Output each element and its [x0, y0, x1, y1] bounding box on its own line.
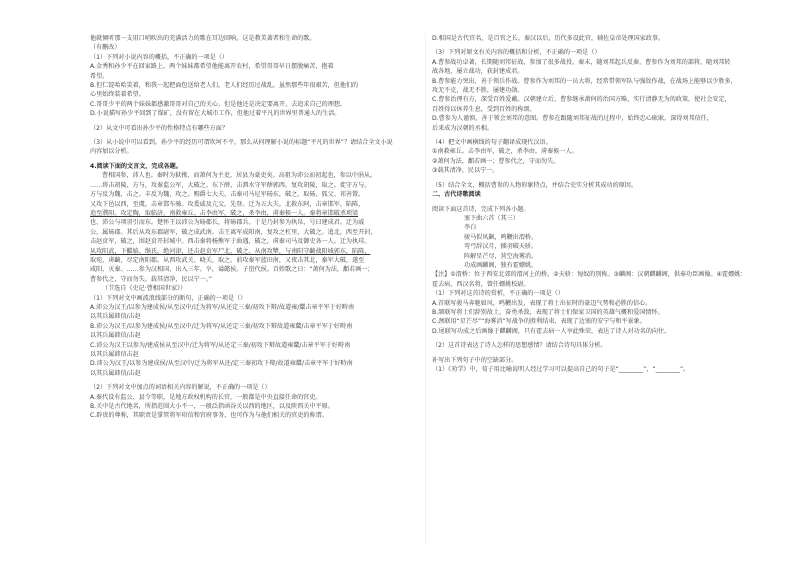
option: C.颈联用“星芒尽”“海雾消”写战争的胜利结束，表现了边塞的安宁与和平景象。 [432, 318, 646, 326]
option: C.曹参治理有方，深受百姓爱戴。汉朝建立后，曹参继承萧何的治国方略，实行清静无为的政策，使社会安定， [432, 96, 731, 104]
passage-line-underlined: 追至濮阳。攻定陶，取临济。南救雍丘。击李由军，破之，杀李由，虏秦候一人。秦将章邯破杀项梁 [90, 209, 359, 217]
question: （1）下列对小说内容的概括，不正确的一项是（） [90, 53, 228, 61]
question: （3）从小说中可以看到，孙少平的经历可谓坎坷不平，那么从何理解小说的标题“平凡的世界”？请结合全文小说 [90, 139, 393, 147]
option: B.曹参能力突出，善于领兵作战。曹参作为刘邦的一员大将，经常带领军队与强敌作战，在战场上能够以少胜多， [432, 77, 737, 85]
passage-line: 又攻下邑以西，至虞，击章邯车骑。攻爰戚及亢父，先登。迁为五大夫。北救东阿，击章邯军，陷陈， [90, 200, 365, 208]
option: B.但仁锭哈哈笑着，和我一起把面包送给老人们，老人们经历过战乱，虽然那些年很艰苦，但他们的 [90, 82, 359, 90]
poem-line: 阵解星芒尽，营空海雾消。 [464, 252, 538, 260]
passage-line: 也，沛公与项羽引而东。楚怀王以沛公为砀郡长，将砀郡兵。于是乃封参为执帛，号曰建成君。迁为戚 [90, 219, 365, 227]
source-note: （节选自《史记·曹相国世家》） [102, 285, 187, 293]
option: B.颔联写将士们辞别故土，奋勇杀敌，表现了将士们保家卫国的英雄气概和爱国情怀。 [432, 308, 664, 316]
section-heading: 补写出下列句子中的空缺部分。 [432, 356, 518, 364]
fill-question: （1）《劝学》中，荀子用比喻说明人经过学习可以提高自己的句子是“________”，“________”。 [432, 366, 690, 373]
option: A.秦代设有监公、县令等职，是地方政权机构的长官，一般都是中央直接任命的官吏。 [90, 393, 322, 401]
passage-line: ……将击胡陵、方与，攻秦监公军，大破之。东下薛，击泗水守军薛郭西。复攻胡陵，取之。徙守方与。 [90, 181, 371, 189]
option: A.首联写骏马奔驰如风，鸣鞭出发，表现了将士出征时的豪迈气势和必胜的信心。 [432, 299, 652, 307]
right-column [432, 34, 762, 374]
passage-line: 曹相国参，沛人也。秦时为狱掾，而萧何为主吏，居县为豪吏矣。高祖为沛公而初起也，参以中涓从。 [102, 172, 377, 180]
option-cont: 百姓得以休养生息，受到百姓的称颂。 [432, 105, 536, 113]
poem-note-cont: 霍去病，西汉名将，曾任嫖姚校尉。 [432, 280, 530, 288]
question: （2）下列对文中加点的词语相关内容的解说，不正确的一项是（） [90, 384, 271, 392]
question: （2）这首诗表达了诗人怎样的思想感情？请结合诗句具体分析。 [432, 342, 607, 350]
question: （3）下列对原文有关内容的概括和分析，不正确的一项是（） [432, 49, 601, 57]
question: （1）下列对文中画波浪线部分的断句，正确的一项是（） [90, 294, 247, 302]
option-cont: 以其兵属韩信/击赵 [90, 313, 141, 321]
option-cont: 希望。 [90, 72, 109, 80]
poem-intro: 阅读下面这首诗，完成下列各小题。 [432, 205, 530, 213]
passage-line: 方与反为魏，击之。丰反为魏，攻之。赐爵七大夫。击秦司马尼军砀东，破之，取砀、狐父、祁善置。 [90, 191, 365, 199]
left-column [90, 34, 418, 421]
text-line: 他就倾听那一支用口哨吹出的充满活力的歌在耳边回响。这是教美著者和生命的歌。 [90, 35, 316, 42]
passage-line: 击赵贲军，破之，围赵贲开封城中。西击秦将杨熊军于曲遇，破之，虏秦司马及御史各一人。迁为执珪。 [90, 238, 371, 246]
option-cont: 心里始终装着希望。 [90, 91, 145, 99]
poem-line: 弯弓辞汉月，插羽破天骄。 [464, 243, 538, 251]
column-divider [425, 34, 426, 544]
passage-line-underlined: 从攻阳武，下轘辕、缑氏，绝河津，还击赵贲军尸北，破之。从南攻犨，与南阳守齮战阳城郭东，陷陈， [90, 247, 371, 255]
option: C.哥哥少平的两个妹妹都感激哥哥对自己的关心，但是他还是决定要离开，去追求自己的理想。 [90, 100, 347, 108]
passage-line: 咸阳，灭秦。……参为汉相国，出入三年。卒，谥懿侯。子窋代侯。百姓歌之曰：“萧何为法，顜若画一； [90, 266, 374, 274]
source-note: （有删改） [90, 44, 121, 52]
option: B.关中是古代地名，所指范围大小不一，一般泛指函谷关以西的地区，以及陕西关中平原。 [90, 403, 334, 411]
option: A.沛公为汉王/以参为建成侯/从至汉中/迁为将军/从还定三秦/初攻下辩/故道雍/斄击章平军于好畤南 [90, 303, 355, 311]
option: B.沛公为汉王/以参为建成侯/从至汉中/迁为将军/从还定三秦/初攻下辩故道雍斄/击章平军于好畤南 [90, 322, 353, 330]
option: C.辟贵的尊称，其职责是掌管将军印信和官府事务，也可作为与他们相关的官吏的称谓。 [90, 412, 328, 420]
option: A.金秀和孙少平在回家路上，两个妹妹都希望他能离开农村，希望哥哥早日摆脱痛苦，抱着 [90, 63, 334, 71]
option: D.相国是古代官名，是百官之长。秦汉以后，历代多设此官，辅佐皇帝处理国家政事。 [432, 35, 665, 42]
option-cont: 以其兵属韩信/击赵 [90, 369, 141, 377]
passage-line: 取宛，虏齮，尽定南阳郡。从西攻武关、峣关，取之。前攻秦军蓝田南，又夜击其北，秦军大破，遂至 [90, 256, 365, 264]
question: （4）把文中画横线的句子翻译成现代汉语。 [432, 139, 552, 147]
option: A.曹参战功卓著，长期随刘邦征战，参加了很多战役。秦末，随刘邦起兵反秦，曹参作为刘邦的部将，随刘邦转 [432, 58, 731, 66]
section-heading: 4.阅读下面的文言文，完成各题。 [90, 162, 182, 170]
option: D.尾联写功成之后画像于麒麟阁，只有霍去病一人享此殊荣，表达了诗人对功名的向往。 [432, 327, 671, 335]
option-cont: 后来成为汉朝的丞相。 [432, 124, 493, 132]
option: D.小说描写孙少平回到了煤矿，没有留在大城市工作，但他过着平凡的世界里普通人的生活。 [90, 110, 341, 118]
option: C.沛公为汉王以参为/建成侯从至汉中/迁为将军/从还定三秦/初攻下辩故道雍斄/击章平军于好畤南 [90, 341, 351, 349]
poem-author: 李白 [464, 224, 477, 232]
option: D.沛公为汉王/以参为建成侯/从至汉中/迁为将军从还/定三秦初攻下辩/故道雍斄/击章平军于好畤南 [90, 360, 353, 368]
poem-line: 骏马似风飙，鸣鞭出渭桥。 [464, 233, 538, 241]
question: （1）下列对这首诗的赏析，不正确的一项是（） [432, 290, 564, 298]
section-heading: 二、古代诗歌阅读 [432, 191, 481, 199]
question: （2）从文中可看出孙少平的性格特点有哪些方面？ [90, 124, 228, 132]
poem-title: 塞下曲六首（其三） [464, 214, 519, 222]
option-cont: 战各地，屡立战功，获封建成君。 [432, 68, 524, 76]
option-cont: 以其兵属韩信/击赵 [90, 332, 141, 340]
passage-line: 公，属砀郡。其后从攻东郡尉军，破之成武南。击王离军成阳南，复攻之杠里，大破之。追北，西至开封， [90, 228, 377, 236]
translation-item: ②萧何为法，顜若画一；曹参代之，守而勿失。 [432, 157, 560, 165]
option-cont: 以其兵属韩信击赵 [90, 351, 139, 358]
question: （5）结合全文，概括曹参的人物形象特点，并结合史实分析其成功的原因。 [432, 181, 637, 189]
passage-line: 曹参代之，守而勿失。载其清净，民以宁一。” [90, 275, 212, 283]
question-cont: 内容加以分析。 [90, 148, 133, 156]
option: D.曹参为人谨慎，善于领会刘邦的意图。曹参在跟随刘邦征战的过程中，始终忠心耿耿，深得刘邦信任， [432, 115, 713, 123]
poem-note: 【注】①渭桥：位于西安北郊的渭河上的桥。②天骄：匈奴的别称。③麟阁：汉朝麒麟阁，供奉功臣画像。④霍嫖姚： [432, 271, 747, 279]
translation-item: ③载其清净，民以宁一。 [432, 167, 499, 175]
option-cont: 攻无不克，战无不胜，屡建功勋。 [432, 87, 524, 95]
poem-line: 功成画麟阁，独有霍嫖姚。 [464, 261, 538, 269]
translation-item: ①南救雍丘。击李由军，破之，杀李由，虏秦候一人。 [432, 148, 578, 156]
